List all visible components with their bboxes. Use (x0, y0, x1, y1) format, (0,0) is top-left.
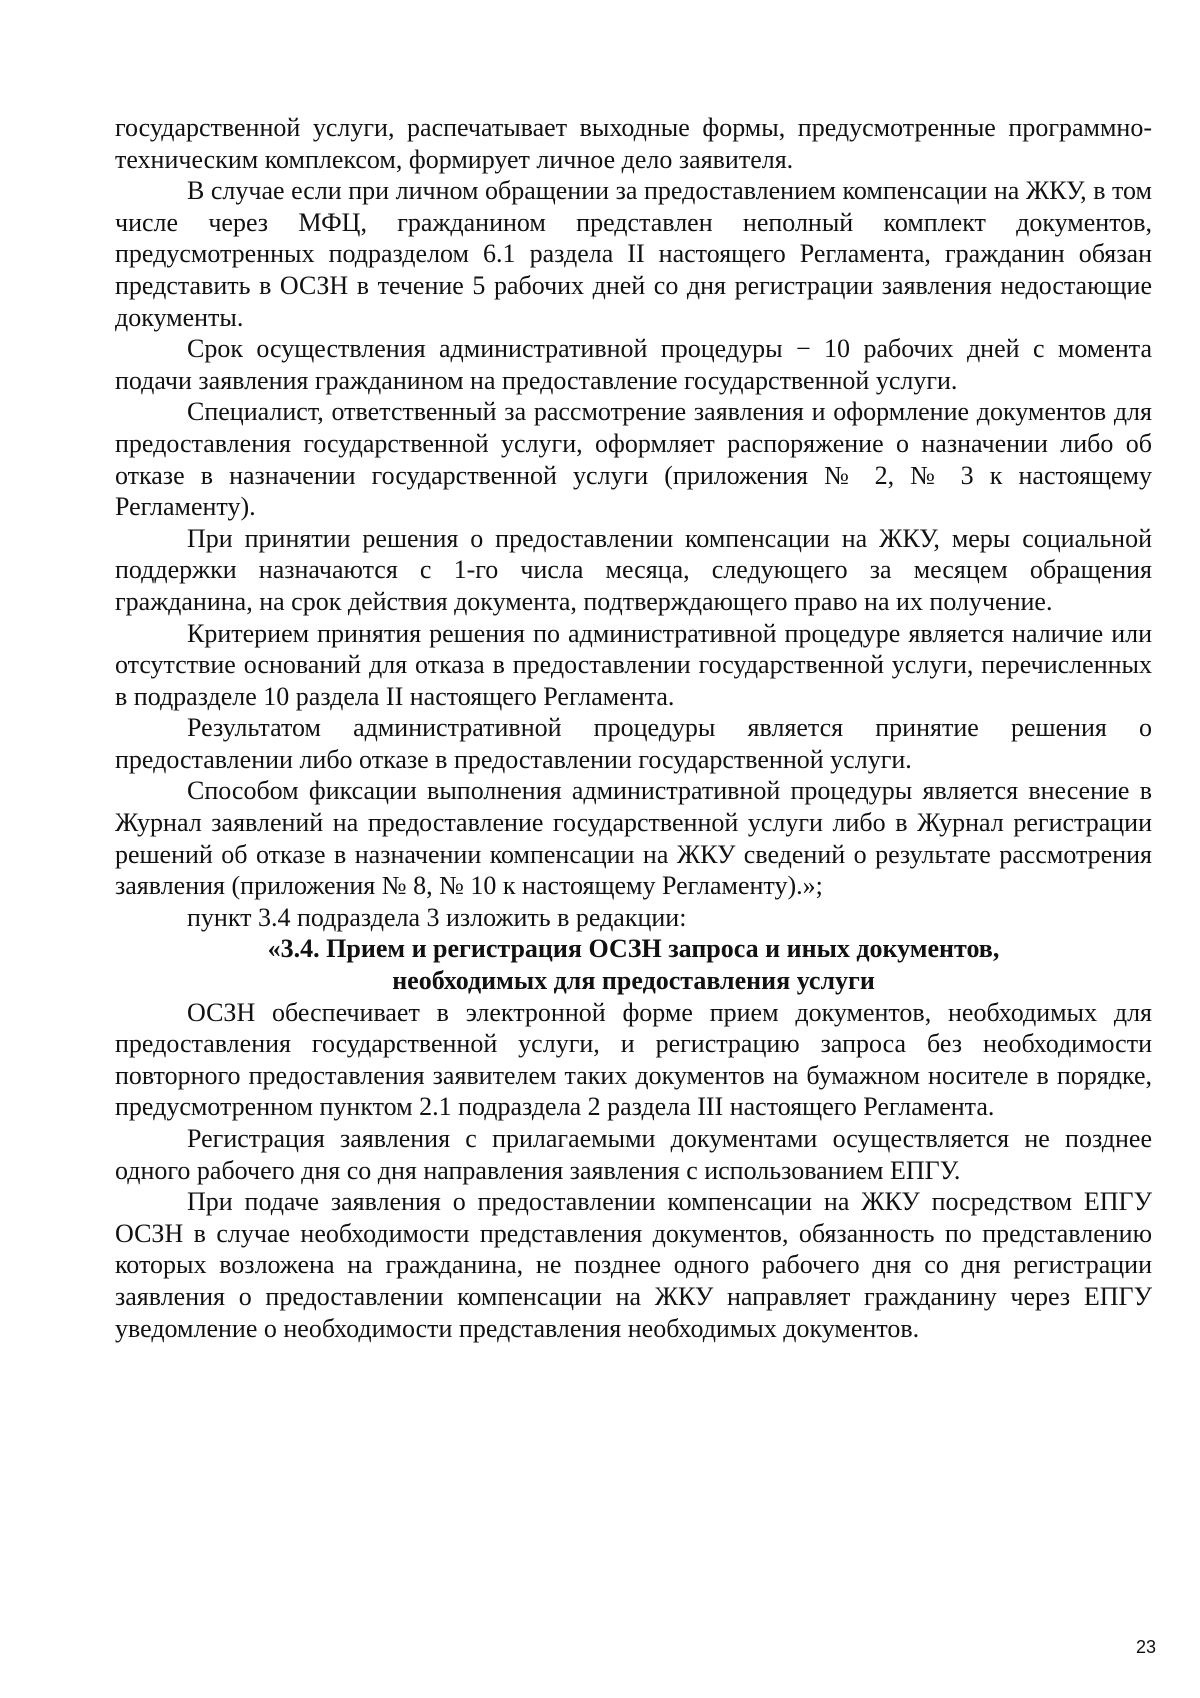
paragraph: Критерием принятия решения по административной процедуре является наличие или отсутствие оснований для отказа в предоставлении государственной услуги, перечисленных в подразделе 10 раздела II настоящего Регламента. (115, 618, 1152, 711)
paragraph: Срок осуществления административной процедуры − 10 рабочих дней с момента подачи заявления гражданином на предоставление государственной услуги. (115, 334, 1152, 395)
paragraph: Способом фиксации выполнения административной процедуры является внесение в Журнал заявлений на предоставление государственной услуги либо в Журнал регистрации решений об отказе в назначении компенсации на ЖКУ сведений о результате рассмотрения заявления (приложения № 8, № 10 к настоящему Регламенту).»; (115, 776, 1152, 901)
paragraph: При принятии решения о предоставлении компенсации на ЖКУ, меры социальной поддержки назначаются с 1-го числа месяца, следующего за месяцем обращения гражданина, на срок действия документа, подтверждающего право на их получение. (115, 523, 1152, 616)
paragraph: Результатом административной процедуры является принятие решения о предоставлении либо отказе в предоставлении государственной услуги. (115, 713, 1152, 774)
section-heading-line-2: необходимых для предоставления услуги (392, 966, 875, 996)
paragraph: Специалист, ответственный за рассмотрение заявления и оформление документов для предоставления государственной услуги, оформляет распоряжение о назначении либо об отказе в назначении государственной услуги (приложения № 2, № 3 к настоящему Регламенту). (115, 397, 1152, 522)
paragraph: Регистрация заявления с прилагаемыми документами осуществляется не позднее одного рабочего дня со дня направления заявления с использованием ЕПГУ. (115, 1124, 1152, 1185)
page-number: 23 (1135, 1637, 1156, 1657)
paragraph: государственной услуги, распечатывает выходные формы, предусмотренные программно-техническим комплексом, формирует личное дело заявителя. (115, 113, 1152, 174)
paragraph: ОСЗН обеспечивает в электронной форме прием документов, необходимых для предоставления государственной услуги, и регистрацию запроса без необходимости повторного предоставления заявителем таких документов на бумажном носителе в порядке, предусмотренном пунктом 2.1 подраздела 2 раздела III настоящего Регламента. (115, 997, 1152, 1122)
section-heading-line-1: «3.4. Прием и регистрация ОСЗН запроса и иных документов, (267, 934, 1000, 964)
paragraph: В случае если при личном обращении за предоставлением компенсации на ЖКУ, в том числе через МФЦ, гражданином представлен неполный комплект документов, предусмотренных подразделом 6.1 раздела II настоящего Регламента, гражданин обязан представить в ОСЗН в течение 5 рабочих дней со дня регистрации заявления недостающие документы. (115, 176, 1152, 332)
paragraph: пункт 3.4 подраздела 3 изложить в редакции: (187, 902, 687, 932)
document-body (115, 112, 1152, 1344)
paragraph: При подаче заявления о предоставлении компенсации на ЖКУ посредством ЕПГУ ОСЗН в случае необходимости представления документов, обязанность по представлению которых возложена на гражданина, не позднее одного рабочего дня со дня регистрации заявления о предоставлении компенсации на ЖКУ направляет гражданину через ЕПГУ уведомление о необходимости представления необходимых документов. (115, 1187, 1152, 1343)
